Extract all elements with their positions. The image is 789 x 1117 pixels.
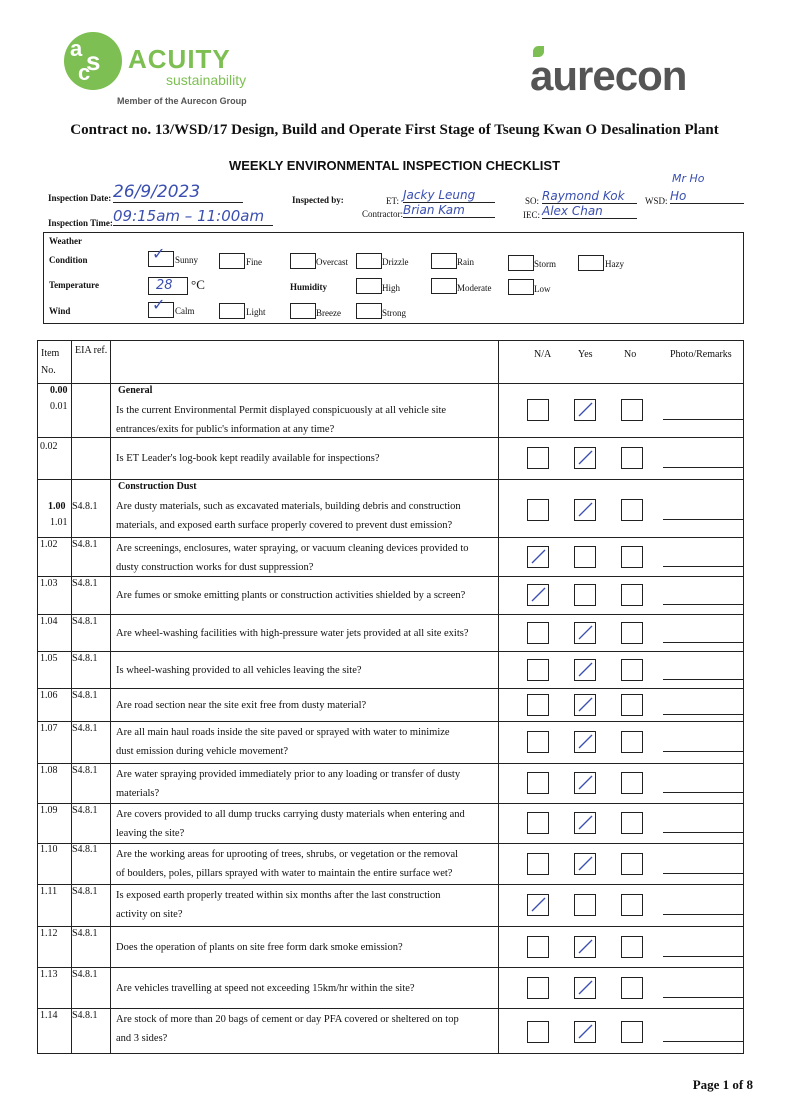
header-remarks: Photo/Remarks — [670, 349, 732, 360]
condition-option: Rain — [457, 257, 474, 267]
wind-option: Light — [246, 307, 266, 317]
checkmark-icon — [575, 400, 595, 420]
row-na-checkbox[interactable] — [527, 731, 549, 753]
row-remarks-line[interactable] — [663, 832, 743, 833]
row-yes-checkbox[interactable] — [574, 1021, 596, 1043]
contract-title: Contract no. 13/WSD/17 Design, Build and Operate First Stage of Tseung Kwan O Desalination Plant — [70, 122, 719, 138]
checkmark-icon — [575, 978, 595, 998]
wind-breeze-checkbox[interactable] — [290, 303, 316, 319]
acuity-logo-icon: a s c — [64, 32, 122, 90]
row-remarks-line[interactable] — [663, 566, 743, 567]
construction-dust-section-no: 1.00 — [48, 501, 66, 512]
row-eia-ref: S4.8.1 — [72, 653, 98, 664]
row-na-checkbox[interactable] — [527, 447, 549, 469]
row-question: Is exposed earth properly treated within six months after the last construction — [116, 890, 441, 901]
checkmark-icon: ✓ — [152, 297, 166, 314]
humidity-label: Humidity — [290, 282, 328, 292]
row-eia-ref: S4.8.1 — [72, 765, 98, 776]
row-question: Are wheel-washing facilities with high-pressure water jets provided at all site exits? — [116, 627, 469, 639]
row-eia-ref: S4.8.1 — [72, 616, 98, 627]
checkmark-icon — [575, 448, 595, 468]
row-remarks-line[interactable] — [663, 1041, 743, 1042]
row-question: Are the working areas for uprooting of trees, shrubs, or vegetation or the removal — [116, 849, 459, 860]
row-yes-checkbox[interactable] — [574, 659, 596, 681]
row-no-checkbox[interactable] — [621, 772, 643, 794]
row-na-checkbox[interactable] — [527, 622, 549, 644]
row-no-checkbox[interactable] — [621, 1021, 643, 1043]
row-remarks-line[interactable] — [663, 467, 743, 468]
checkmark-icon — [575, 1022, 595, 1042]
row-na-checkbox[interactable] — [527, 584, 549, 606]
aurecon-logo: aurecon — [530, 52, 687, 99]
header-na: N/A — [534, 349, 552, 360]
row-na-checkbox[interactable] — [527, 812, 549, 834]
row-eia-ref: S4.8.1 — [72, 690, 98, 701]
row-no-checkbox[interactable] — [621, 812, 643, 834]
checkmark-icon — [575, 695, 595, 715]
row-remarks-line[interactable] — [663, 792, 743, 793]
row-question: Are covers provided to all dump trucks carrying dusty materials when entering and — [116, 809, 465, 820]
row-item-no: 1.02 — [40, 539, 58, 550]
row-yes-checkbox[interactable] — [574, 772, 596, 794]
row-item-no: 1.14 — [40, 1010, 58, 1021]
construction-dust-eia: S4.8.1 — [72, 501, 98, 512]
acuity-member-text: Member of the Aurecon Group — [117, 96, 247, 106]
condition-option: Overcast — [316, 257, 348, 267]
row-question: Are water spraying provided immediately prior to any loading or transfer of dusty — [116, 769, 461, 780]
condition-rain-checkbox[interactable] — [431, 253, 457, 269]
wind-option: Calm — [175, 306, 195, 316]
wind-light-checkbox[interactable] — [219, 303, 245, 319]
row-item-no: 1.01 — [50, 517, 68, 528]
wind-option: Strong — [382, 308, 407, 318]
row-item-no: 1.10 — [40, 844, 58, 855]
row-item-no: 0.02 — [40, 441, 58, 452]
row-eia-ref: S4.8.1 — [72, 969, 98, 980]
wsd-value: Ho — [670, 189, 744, 204]
checkmark-icon — [575, 937, 595, 957]
general-section-title: General — [118, 385, 153, 396]
wind-label: Wind — [49, 306, 71, 316]
condition-hazy-checkbox[interactable] — [578, 255, 604, 271]
wsd-top-note: Mr Ho — [672, 172, 705, 185]
row-remarks-line[interactable] — [663, 997, 743, 998]
row-yes-checkbox[interactable] — [574, 622, 596, 644]
row-na-checkbox[interactable] — [527, 853, 549, 875]
wind-strong-checkbox[interactable] — [356, 303, 382, 319]
row-question: Are all main haul roads inside the site paved or sprayed with water to minimize — [116, 727, 450, 738]
checkmark-icon — [575, 500, 595, 520]
checkmark-icon — [575, 660, 595, 680]
checkmark-icon — [575, 623, 595, 643]
header-no: No — [624, 349, 637, 360]
iec-label: IEC: — [523, 210, 540, 220]
row-item-no: 1.07 — [40, 723, 58, 734]
row-remarks-line[interactable] — [663, 751, 743, 752]
row-remarks-line[interactable] — [663, 714, 743, 715]
condition-option: Storm — [534, 259, 557, 269]
row-na-checkbox[interactable] — [527, 977, 549, 999]
contractor-label: Contractor: — [362, 209, 403, 219]
row-item-no: 0.01 — [50, 401, 68, 412]
row-no-checkbox[interactable] — [621, 546, 643, 568]
row-item-no: 1.05 — [40, 653, 58, 664]
temperature-value: 28 — [156, 278, 173, 293]
row-na-checkbox[interactable] — [527, 772, 549, 794]
row-na-checkbox[interactable] — [527, 694, 549, 716]
weather-heading: Weather — [49, 236, 82, 246]
row-yes-checkbox[interactable] — [574, 447, 596, 469]
row-item-no: 1.08 — [40, 765, 58, 776]
row-eia-ref: S4.8.1 — [72, 1010, 98, 1021]
condition-option: Hazy — [605, 259, 624, 269]
row-eia-ref: S4.8.1 — [72, 723, 98, 734]
wind-option: Breeze — [316, 308, 341, 318]
row-no-checkbox[interactable] — [621, 447, 643, 469]
row-yes-checkbox[interactable] — [574, 694, 596, 716]
acuity-logo-sub: sustainability — [166, 72, 247, 88]
condition-option: Fine — [246, 257, 263, 267]
row-question: Are screenings, enclosures, water spraying, or vacuum cleaning devices provided to — [116, 543, 469, 554]
page-number: Page 1 of 8 — [692, 1077, 753, 1092]
row-item-no: 1.13 — [40, 969, 58, 980]
row-no-checkbox[interactable] — [621, 399, 643, 421]
row-no-checkbox[interactable] — [621, 853, 643, 875]
temperature-unit: °C — [191, 277, 205, 292]
row-yes-checkbox[interactable] — [574, 936, 596, 958]
row-eia-ref: S4.8.1 — [72, 539, 98, 550]
row-item-no: 1.09 — [40, 805, 58, 816]
row-na-checkbox[interactable] — [527, 936, 549, 958]
inspection-time-label: Inspection Time: — [48, 218, 113, 228]
row-na-checkbox[interactable] — [527, 399, 549, 421]
condition-drizzle-checkbox[interactable] — [356, 253, 382, 269]
row-no-checkbox[interactable] — [621, 894, 643, 916]
humidity-low-checkbox[interactable] — [508, 279, 534, 295]
condition-label: Condition — [49, 255, 88, 265]
checkmark-icon: ✓ — [152, 246, 166, 263]
row-yes-checkbox[interactable] — [574, 584, 596, 606]
row-na-checkbox[interactable] — [527, 546, 549, 568]
inspection-date-label: Inspection Date: — [48, 193, 112, 203]
row-eia-ref: S4.8.1 — [72, 886, 98, 897]
row-question: Are dusty materials, such as excavated materials, building debris and construction — [116, 501, 461, 512]
row-eia-ref: S4.8.1 — [72, 805, 98, 816]
condition-overcast-checkbox[interactable] — [290, 253, 316, 269]
iec-value: Alex Chan — [542, 204, 637, 219]
checklist-table — [37, 340, 744, 1054]
row-remarks-line[interactable] — [663, 914, 743, 915]
condition-option: Sunny — [175, 255, 199, 265]
humidity-moderate-checkbox[interactable] — [431, 278, 457, 294]
weather-box — [43, 232, 744, 324]
row-yes-checkbox[interactable] — [574, 894, 596, 916]
row-question: Does the operation of plants on site free form dark smoke emission? — [116, 941, 403, 953]
row-question-cont: entrances/exits for public's information at any time? — [116, 424, 335, 435]
row-yes-checkbox[interactable] — [574, 546, 596, 568]
row-no-checkbox[interactable] — [621, 499, 643, 521]
row-no-checkbox[interactable] — [621, 622, 643, 644]
checkmark-icon — [528, 895, 548, 915]
header-eia-ref: EIA ref. — [75, 345, 108, 356]
et-value: Jacky Leung — [403, 188, 495, 203]
row-na-checkbox[interactable] — [527, 894, 549, 916]
inspected-by-label: Inspected by: — [292, 195, 344, 205]
row-item-no: 1.12 — [40, 928, 58, 939]
row-question-cont: activity on site? — [116, 909, 183, 920]
header-item-no: Item No. — [41, 348, 60, 376]
acuity-logo-name: ACUITY — [128, 44, 231, 74]
contractor-value: Brian Kam — [403, 203, 495, 218]
row-yes-checkbox[interactable] — [574, 499, 596, 521]
row-item-no: 1.11 — [40, 886, 58, 897]
row-remarks-line[interactable] — [663, 956, 743, 957]
row-no-checkbox[interactable] — [621, 936, 643, 958]
row-remarks-line[interactable] — [663, 604, 743, 605]
row-remarks-line[interactable] — [663, 873, 743, 874]
inspection-time-value: 09:15am – 11:00am — [113, 207, 273, 226]
row-question: Are road section near the site exit free from dusty material? — [116, 699, 367, 711]
humidity-option: Low — [534, 284, 551, 294]
row-yes-checkbox[interactable] — [574, 731, 596, 753]
row-item-no: 1.03 — [40, 578, 58, 589]
checkmark-icon — [575, 732, 595, 752]
checkmark-icon — [528, 585, 548, 605]
row-question: Are vehicles travelling at speed not exceeding 15km/hr within the site? — [116, 982, 415, 994]
checkmark-icon — [575, 813, 595, 833]
checkmark-icon — [575, 773, 595, 793]
row-question-cont: and 3 sides? — [116, 1033, 168, 1044]
row-eia-ref: S4.8.1 — [72, 578, 98, 589]
row-na-checkbox[interactable] — [527, 659, 549, 681]
row-question-cont: of boulders, poles, pillars sprayed with water to maintain the entire surface wet? — [116, 868, 453, 879]
condition-option: Drizzle — [382, 257, 409, 267]
construction-dust-title: Construction Dust — [118, 481, 197, 492]
wsd-label: WSD: — [645, 196, 668, 206]
row-na-checkbox[interactable] — [527, 499, 549, 521]
row-no-checkbox[interactable] — [621, 694, 643, 716]
row-remarks-line[interactable] — [663, 679, 743, 680]
row-question: Is the current Environmental Permit displayed conspicuously at all vehicle site — [116, 405, 447, 416]
row-remarks-line[interactable] — [663, 419, 743, 420]
row-yes-checkbox[interactable] — [574, 399, 596, 421]
checkmark-icon — [528, 547, 548, 567]
et-label: ET: — [386, 196, 400, 206]
row-remarks-line[interactable] — [663, 642, 743, 643]
row-question-cont: leaving the site? — [116, 828, 185, 839]
row-no-checkbox[interactable] — [621, 977, 643, 999]
condition-storm-checkbox[interactable] — [508, 255, 534, 271]
row-question-cont: dusty construction works for dust suppression? — [116, 562, 314, 573]
row-question: Are stock of more than 20 bags of cement or day PFA covered or sheltered on top — [116, 1014, 459, 1025]
row-question-cont: materials, and exposed earth surface properly covered to prevent dust emission? — [116, 520, 453, 531]
so-label: SO: — [525, 196, 540, 206]
row-no-checkbox[interactable] — [621, 584, 643, 606]
row-na-checkbox[interactable] — [527, 1021, 549, 1043]
inspection-date-value: 26/9/2023 — [113, 182, 243, 203]
row-question: Is ET Leader's log-book kept readily available for inspections? — [116, 453, 380, 464]
humidity-high-checkbox[interactable] — [356, 278, 382, 294]
checkmark-icon — [575, 854, 595, 874]
so-value: Raymond Kok — [542, 189, 637, 204]
row-no-checkbox[interactable] — [621, 731, 643, 753]
temperature-label: Temperature — [49, 280, 99, 290]
row-yes-checkbox[interactable] — [574, 977, 596, 999]
row-yes-checkbox[interactable] — [574, 853, 596, 875]
checklist-title: WEEKLY ENVIRONMENTAL INSPECTION CHECKLIST — [228, 158, 561, 173]
row-question-cont: materials? — [116, 788, 160, 799]
row-item-no: 1.04 — [40, 616, 58, 627]
humidity-option: High — [382, 283, 400, 293]
row-yes-checkbox[interactable] — [574, 812, 596, 834]
row-remarks-line[interactable] — [663, 519, 743, 520]
condition-fine-checkbox[interactable] — [219, 253, 245, 269]
general-section-no: 0.00 — [50, 385, 68, 396]
row-eia-ref: S4.8.1 — [72, 928, 98, 939]
humidity-option: Moderate — [457, 283, 492, 293]
row-no-checkbox[interactable] — [621, 659, 643, 681]
row-item-no: 1.06 — [40, 690, 58, 701]
header-yes: Yes — [578, 349, 593, 360]
row-question: Is wheel-washing provided to all vehicles leaving the site? — [116, 664, 362, 676]
row-question-cont: dust emission during vehicle movement? — [116, 746, 289, 757]
row-eia-ref: S4.8.1 — [72, 844, 98, 855]
row-question: Are fumes or smoke emitting plants or construction activities shielded by a screen? — [116, 590, 466, 601]
